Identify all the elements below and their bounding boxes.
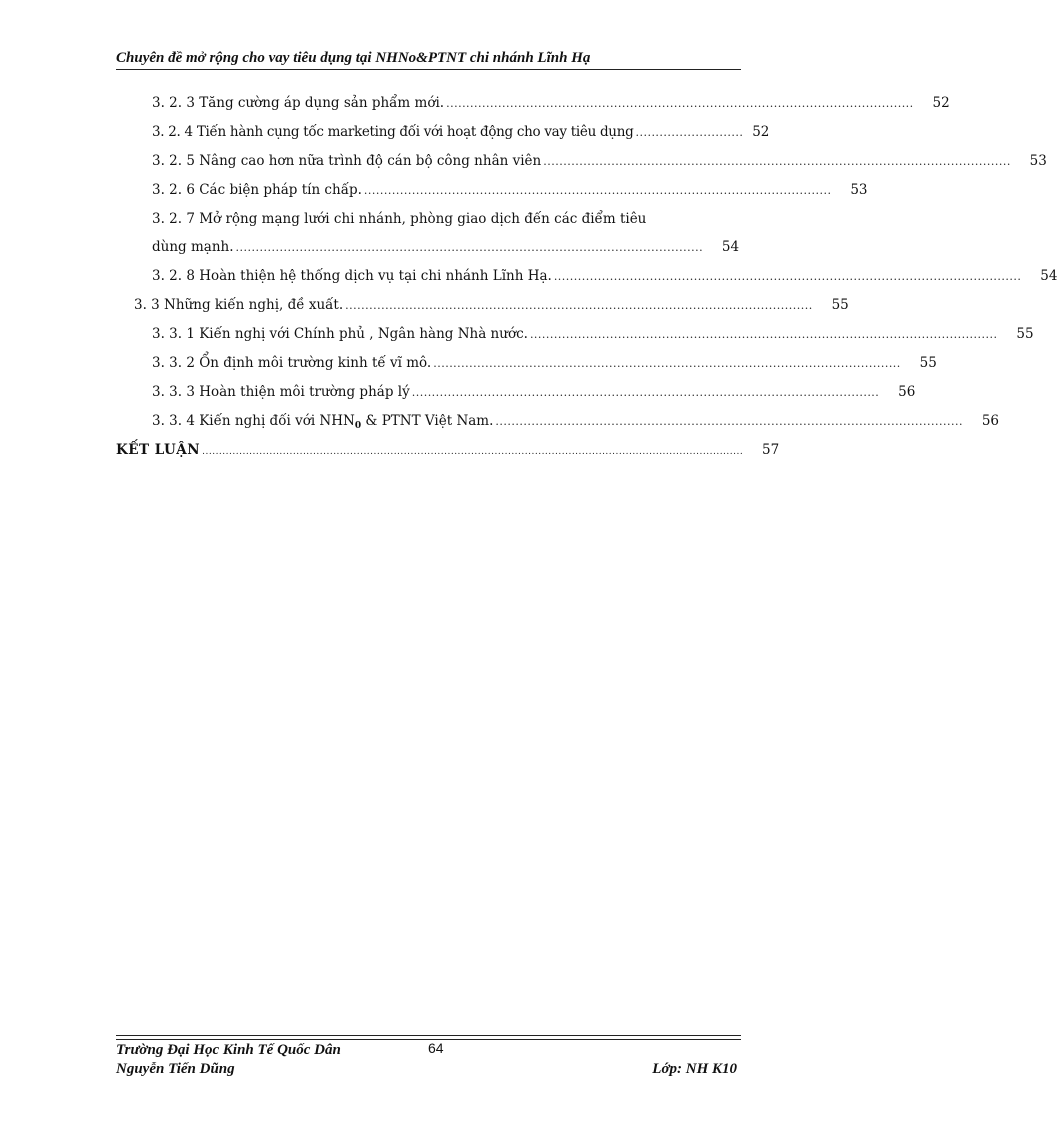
toc-entry-label: 3. 2. 6 Các biện pháp tín chấp.	[152, 182, 362, 198]
toc-entry-3-2-8[interactable]	[152, 267, 1057, 286]
subscript: 0	[354, 421, 362, 431]
footer-author: Nguyễn Tiến Dũng	[116, 1061, 235, 1077]
header-divider	[116, 69, 741, 70]
toc-entry-label: 3. 3 Những kiến nghị, đề xuất.	[134, 297, 344, 313]
footer-class: Lớp: NH K10	[652, 1061, 737, 1077]
footer-school: Trường Đại Học Kinh Tế Quốc Dân	[116, 1042, 341, 1058]
toc-entry-label	[152, 412, 493, 435]
toc-page-number: 54	[721, 239, 740, 255]
footer-divider-top	[116, 1035, 741, 1036]
toc-page-number: 52	[932, 95, 950, 111]
toc-entry-3-2-6[interactable]	[152, 181, 868, 200]
toc-entry-label: 3. 2. 3 Tăng cường áp dụng sản phẩm mới.	[152, 95, 445, 111]
toc-page-number: 55	[831, 297, 849, 313]
toc-page-number: 55	[919, 355, 937, 371]
dot-leader: .....................................................................................................................	[235, 241, 704, 254]
dot-leader: .....................................................................................................................	[411, 386, 880, 399]
toc-entry-3-2-5[interactable]	[152, 152, 1047, 171]
toc-page-number: 53	[1029, 153, 1047, 169]
toc-entry-3-2-7-line1[interactable]: 3. 2. 7 Mở rộng mạng lưới chi nhánh, phòng giao dịch đến các điểm tiêu	[152, 211, 647, 227]
toc-entry-label: 3. 3. 1 Kiến nghị với Chính phủ , Ngân hàng Nhà nước.	[152, 326, 528, 342]
toc-entry-3-2-7[interactable]	[152, 238, 738, 257]
dot-leader: .....................................................................................................................	[553, 270, 1022, 283]
dot-leader: .....................................................................................................................	[345, 299, 813, 312]
dot-leader: .....................................................................................................................	[543, 155, 1011, 168]
footer-page-number: 64	[428, 1040, 444, 1056]
toc-entry-label: 3. 3. 3 Hoàn thiện môi trường pháp lý	[152, 384, 410, 400]
dot-leader: .....................................................................................................................	[495, 415, 964, 428]
toc-page-number: 54	[1040, 268, 1057, 284]
toc-page-number: 56	[898, 384, 916, 400]
toc-entry-label-part: 3. 3. 4 Kiến nghị đối với NHN	[152, 413, 355, 429]
toc-entry-3-3-2[interactable]	[152, 354, 937, 373]
dot-leader: .....................................................................................................................	[446, 97, 914, 110]
toc-entry-label: 3. 2. 4 Tiến hành cụng tốc marketing đối với hoạt động cho vay tiêu dụng	[152, 124, 634, 140]
toc-entry-label-part: & PTNT Việt Nam.	[361, 413, 494, 429]
toc-page-number: 56	[981, 413, 1000, 429]
toc-entry-ket-luan[interactable]	[116, 441, 780, 461]
toc-entry-label: 3. 3. 2 Ổn định môi trường kinh tế vĩ mô.	[152, 355, 432, 371]
toc-page-number: 53	[850, 182, 868, 198]
toc-entry-label: 3. 2. 8 Hoàn thiện hệ thống dịch vụ tại chi nhánh Lĩnh Hạ.	[152, 268, 552, 284]
toc-entry-3-3-4[interactable]	[152, 412, 1000, 435]
toc-entry-3-3[interactable]	[134, 296, 849, 315]
toc-page-number: 55	[1016, 326, 1034, 342]
toc-entry-label: 3. 2. 5 Nâng cao hơn nữa trình độ cán bộ công nhân viên	[152, 153, 542, 169]
dot-leader: .....................................................................................................................	[529, 328, 998, 341]
toc-entry-3-2-4[interactable]	[152, 123, 770, 142]
toc-entry-3-3-3[interactable]	[152, 383, 916, 402]
toc-page-number: 57	[762, 442, 780, 458]
toc-entry-3-3-1[interactable]	[152, 325, 1034, 344]
footer-left	[116, 1041, 341, 1079]
dot-leader: ...........................	[635, 126, 744, 139]
dot-leader: .....................................................................................................................	[433, 357, 901, 370]
toc-entry-label: dùng mạnh.	[152, 239, 234, 255]
toc-entry-label: KẾT LUẬN	[116, 442, 201, 458]
dot-leader: .................................................................................................................................................................	[202, 447, 744, 457]
toc-page-number: 52	[752, 124, 770, 140]
toc-entry-3-2-3[interactable]	[152, 94, 950, 113]
dot-leader: .....................................................................................................................	[363, 184, 832, 197]
page-header-title: Chuyên đề mở rộng cho vay tiêu dụng tại NHNo&PTNT chi nhánh Lĩnh Hạ	[116, 50, 591, 66]
